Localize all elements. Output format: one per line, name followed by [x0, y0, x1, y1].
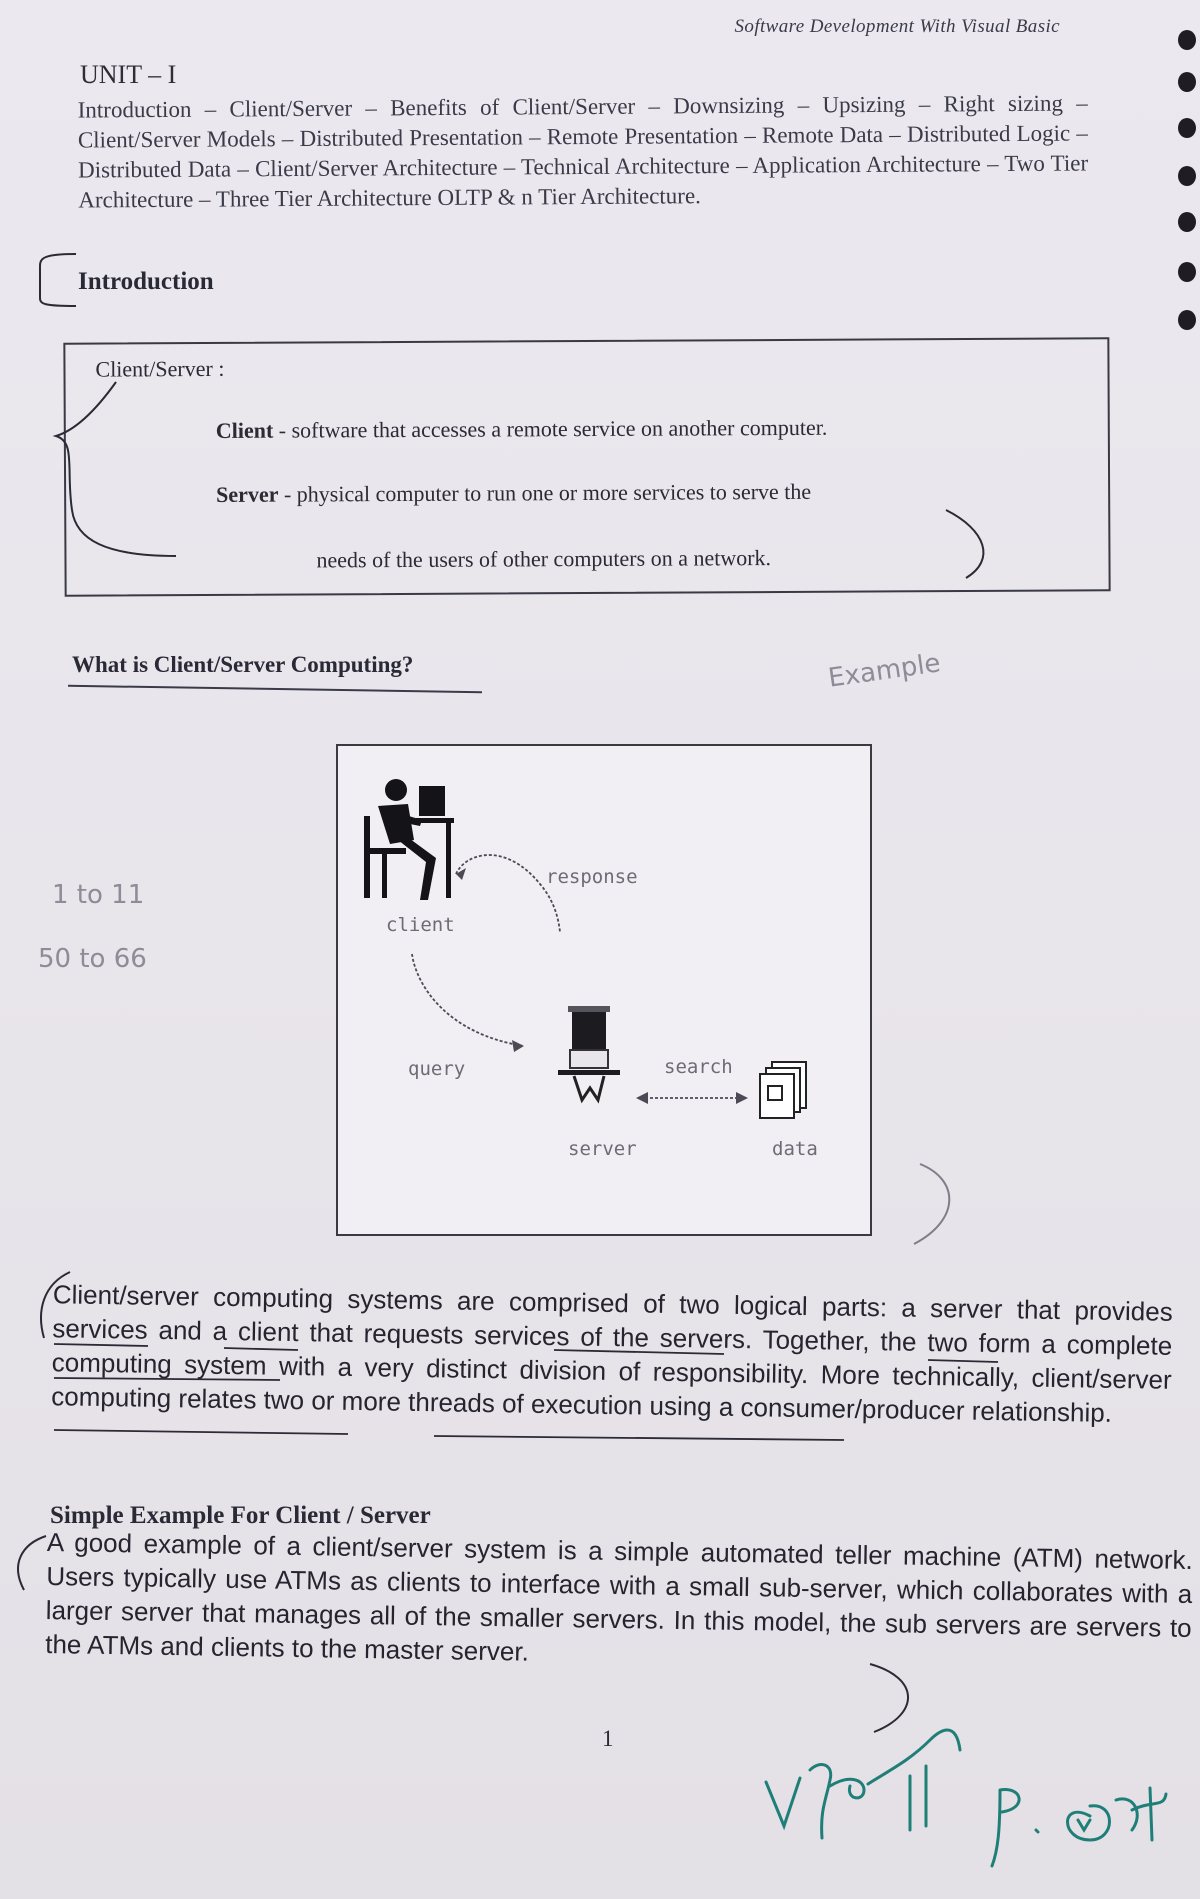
server-label: server: [568, 1138, 637, 1160]
binder-hole: [1178, 212, 1196, 232]
running-header: Software Development With Visual Basic: [734, 16, 1060, 37]
server-computer-icon: [558, 1006, 620, 1100]
query-label: query: [408, 1058, 466, 1080]
data-label: data: [772, 1138, 818, 1160]
pencil-note: 1 to 11: [52, 880, 145, 910]
unit-title: UNIT – I: [80, 60, 177, 89]
page-number: 1: [602, 1726, 614, 1751]
underline-annotations: [48, 1330, 1048, 1450]
server-definition-continued: needs of the users of other computers on a network.: [316, 545, 772, 573]
binder-hole: [1178, 118, 1196, 138]
database-icon: [760, 1062, 806, 1118]
computing-heading: What is Client/Server Computing?: [72, 652, 414, 677]
pencil-note: 50 to 66: [38, 944, 147, 974]
client-term: Client: [215, 417, 274, 443]
search-label: search: [664, 1056, 733, 1078]
binder-hole: [1178, 310, 1196, 330]
heading-underline: [68, 685, 482, 694]
binder-hole: [1178, 72, 1196, 92]
response-label: response: [546, 866, 638, 888]
client-label: client: [386, 914, 455, 936]
introduction-heading: Introduction: [78, 268, 214, 295]
example-heading: Simple Example For Client / Server: [50, 1502, 431, 1529]
query-arrow: [412, 954, 524, 1046]
definition-paragraph: Client/server computing systems are comprised of two logical parts: a server that provides services and a client that requests services of the servers. Together, the two form a complete computing system with a very distinct division of responsibility. More technically, client/server computing relates two or more threads of execution using a consumer/producer relationship.: [51, 1279, 1173, 1428]
pencil-curve: [900, 1160, 970, 1250]
pen-brace-annotation: [36, 360, 1016, 580]
person-at-desk-icon: [364, 779, 454, 900]
binder-hole: [1178, 30, 1196, 50]
binder-hole: [1178, 166, 1196, 186]
syllabus-text: Introduction – Client/Server – Benefits of Client/Server – Downsizing – Upsizing – Right sizing –Client/Server Models – Distributed Presentation – Remote Presentation – Remote Data – Distributed Logic – Distributed Data – Client/Server Architecture – Technical Architecture – Application Architecture – Two Tier Architecture – Three Tier Architecture OLTP & n Tier Architecture.: [77, 90, 1089, 213]
client-definition-text: - software that accesses a remote service on another computer.: [273, 414, 828, 443]
response-arrow: [456, 855, 560, 932]
handwritten-signature: [760, 1690, 1190, 1880]
example-paragraph: A good example of a client/server system is a simple automated teller machine (ATM) network. Users typically use ATMs as clients to interface with a small sub-server, which collaborates with a larger server that manages all of the smaller servers. In this model, the sub servers are servers to the ATMs and clients to the master server.: [45, 1527, 1193, 1667]
client-server-label: Client/Server :: [95, 355, 225, 382]
server-definition-text: - physical computer to run one or more services to serve the: [278, 478, 812, 507]
pencil-note: Example: [826, 648, 943, 694]
binder-hole: [1178, 262, 1196, 282]
server-term: Server: [216, 481, 279, 507]
